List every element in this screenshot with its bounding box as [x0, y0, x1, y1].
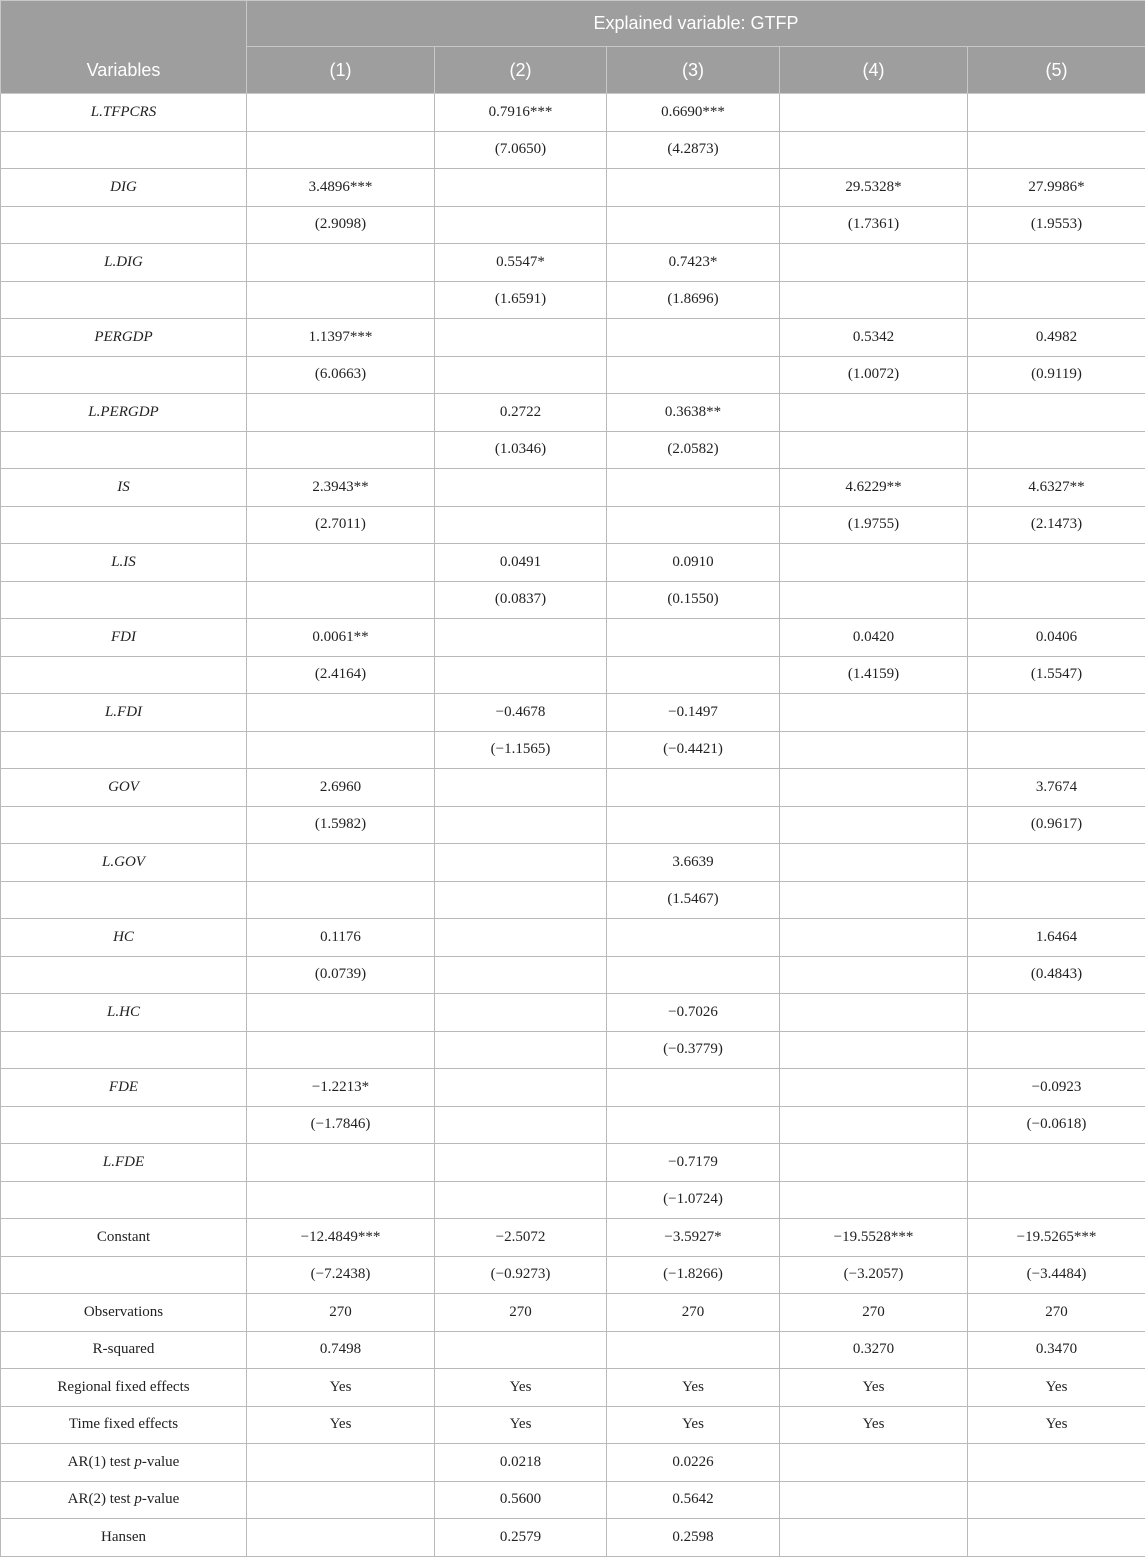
table-cell-col2 [435, 169, 607, 207]
table-cell-col5 [968, 581, 1145, 619]
table-cell-col3: 0.5642 [607, 1481, 780, 1519]
table-cell-col3: 3.6639 [607, 844, 780, 882]
table-cell-col1: 270 [247, 1294, 435, 1332]
row-label [1, 731, 247, 769]
table-row [1, 769, 1145, 807]
table-cell-col3: 0.2598 [607, 1519, 780, 1557]
row-label: IS [1, 469, 247, 507]
table-cell-col4: Yes [780, 1406, 968, 1444]
row-label: Regional fixed effects [1, 1369, 247, 1407]
table-cell-col1 [247, 431, 435, 469]
table-cell-col3: (1.8696) [607, 281, 780, 319]
row-label [1, 356, 247, 394]
table-body [1, 94, 1145, 1557]
row-label: PERGDP [1, 319, 247, 357]
table-cell-col3: (−1.0724) [607, 1181, 780, 1219]
column-header-1: (1) [247, 47, 435, 94]
table-row [1, 169, 1145, 207]
row-label [1, 131, 247, 169]
table-cell-col2 [435, 806, 607, 844]
table-cell-col4 [780, 581, 968, 619]
table-cell-col1: (−1.7846) [247, 1106, 435, 1144]
table-cell-col2: 0.5600 [435, 1481, 607, 1519]
row-label [1, 1444, 247, 1482]
table-cell-col4: 4.6229** [780, 469, 968, 507]
table-cell-col4 [780, 131, 968, 169]
row-label [1, 431, 247, 469]
table-row [1, 844, 1145, 882]
table-cell-col4 [780, 94, 968, 132]
table-cell-col1 [247, 994, 435, 1032]
row-label: L.DIG [1, 244, 247, 282]
table-cell-col4 [780, 806, 968, 844]
table-cell-col1: (1.5982) [247, 806, 435, 844]
table-cell-col5: 0.0406 [968, 619, 1145, 657]
table-row [1, 581, 1145, 619]
table-cell-col1 [247, 1144, 435, 1182]
row-label: L.FDE [1, 1144, 247, 1182]
table-cell-col2: 0.7916*** [435, 94, 607, 132]
table-row [1, 619, 1145, 657]
table-cell-col2: 270 [435, 1294, 607, 1332]
row-label [1, 1106, 247, 1144]
table-cell-col3 [607, 319, 780, 357]
table-cell-col1 [247, 844, 435, 882]
table-cell-col5 [968, 431, 1145, 469]
table-cell-col4 [780, 919, 968, 957]
table-cell-col3 [607, 1331, 780, 1369]
table-cell-col2 [435, 1069, 607, 1107]
table-cell-col1 [247, 244, 435, 282]
table-row [1, 431, 1145, 469]
table-cell-col5: Yes [968, 1406, 1145, 1444]
table-cell-col5: 3.7674 [968, 769, 1145, 807]
table-cell-col1: Yes [247, 1369, 435, 1407]
table-row [1, 356, 1145, 394]
table-cell-col4 [780, 281, 968, 319]
table-cell-col3: (0.1550) [607, 581, 780, 619]
table-cell-col4 [780, 769, 968, 807]
table-row [1, 656, 1145, 694]
table-cell-col5: (0.9119) [968, 356, 1145, 394]
table-cell-col2: 0.5547* [435, 244, 607, 282]
row-label: L.HC [1, 994, 247, 1032]
table-cell-col3 [607, 769, 780, 807]
table-cell-col5: Yes [968, 1369, 1145, 1407]
table-cell-col5 [968, 394, 1145, 432]
table-cell-col5: (−3.4484) [968, 1256, 1145, 1294]
table-header [1, 1, 1145, 94]
table-cell-col2 [435, 506, 607, 544]
table-cell-col2: 0.0218 [435, 1444, 607, 1482]
table-cell-col2: (7.0650) [435, 131, 607, 169]
table-cell-col2 [435, 844, 607, 882]
table-cell-col4: (1.4159) [780, 656, 968, 694]
table-cell-col4: 0.5342 [780, 319, 968, 357]
table-row [1, 956, 1145, 994]
table-cell-col3 [607, 806, 780, 844]
table-cell-col1: 2.3943** [247, 469, 435, 507]
table-cell-col1: 0.0061** [247, 619, 435, 657]
table-cell-col2: (0.0837) [435, 581, 607, 619]
table-cell-col5 [968, 281, 1145, 319]
table-cell-col2 [435, 919, 607, 957]
table-cell-col2: (1.6591) [435, 281, 607, 319]
table-cell-col4: (1.9755) [780, 506, 968, 544]
table-cell-col3: (1.5467) [607, 881, 780, 919]
table-row [1, 1519, 1145, 1557]
table-cell-col5: 1.6464 [968, 919, 1145, 957]
table-cell-col3: 0.7423* [607, 244, 780, 282]
table-cell-col3 [607, 656, 780, 694]
table-cell-col3 [607, 506, 780, 544]
table-cell-col1: −1.2213* [247, 1069, 435, 1107]
table-cell-col4 [780, 1144, 968, 1182]
table-cell-col2: −0.4678 [435, 694, 607, 732]
table-row [1, 881, 1145, 919]
table-cell-col5: (0.9617) [968, 806, 1145, 844]
table-cell-col3: −0.1497 [607, 694, 780, 732]
row-label-italic: p [134, 1491, 142, 1507]
table-cell-col3: −3.5927* [607, 1219, 780, 1257]
table-cell-col5 [968, 731, 1145, 769]
table-cell-col4 [780, 544, 968, 582]
row-label-text: AR(2) test [68, 1491, 135, 1507]
table-cell-col3: 0.0910 [607, 544, 780, 582]
table-cell-col4: (1.0072) [780, 356, 968, 394]
table-row [1, 544, 1145, 582]
table-cell-col4 [780, 1481, 968, 1519]
table-cell-col1 [247, 94, 435, 132]
table-cell-col2 [435, 656, 607, 694]
row-label: L.PERGDP [1, 394, 247, 432]
table-cell-col2: (−1.1565) [435, 731, 607, 769]
explained-variable-header: Explained variable: GTFP [247, 1, 1145, 47]
column-header-3: (3) [607, 47, 780, 94]
table-cell-col5 [968, 1144, 1145, 1182]
table-cell-col2 [435, 881, 607, 919]
row-label [1, 581, 247, 619]
table-cell-col2 [435, 769, 607, 807]
table-cell-col5 [968, 994, 1145, 1032]
table-cell-col1 [247, 1181, 435, 1219]
table-cell-col4 [780, 244, 968, 282]
table-cell-col1: (2.4164) [247, 656, 435, 694]
table-cell-col2 [435, 1144, 607, 1182]
table-cell-col2 [435, 619, 607, 657]
row-label [1, 1256, 247, 1294]
row-label: L.IS [1, 544, 247, 582]
row-label-text: AR(1) test [68, 1454, 135, 1470]
row-label [1, 206, 247, 244]
table-cell-col1 [247, 1031, 435, 1069]
table-row [1, 1406, 1145, 1444]
table-cell-col2: (−0.9273) [435, 1256, 607, 1294]
table-row [1, 1106, 1145, 1144]
table-cell-col4 [780, 956, 968, 994]
table-cell-col5 [968, 544, 1145, 582]
table-cell-col4: 0.0420 [780, 619, 968, 657]
table-cell-col3: (4.2873) [607, 131, 780, 169]
table-cell-col4 [780, 694, 968, 732]
table-row [1, 919, 1145, 957]
table-cell-col1 [247, 394, 435, 432]
row-label [1, 881, 247, 919]
table-cell-col5: (1.9553) [968, 206, 1145, 244]
table-row [1, 131, 1145, 169]
table-cell-col2 [435, 1106, 607, 1144]
table-cell-col1 [247, 1519, 435, 1557]
table-cell-col1: 2.6960 [247, 769, 435, 807]
table-row [1, 1219, 1145, 1257]
table-cell-col2: 0.2579 [435, 1519, 607, 1557]
row-label [1, 281, 247, 319]
table-cell-col4 [780, 394, 968, 432]
row-label: L.GOV [1, 844, 247, 882]
column-header-4: (4) [780, 47, 968, 94]
table-cell-col4 [780, 1444, 968, 1482]
table-cell-col3 [607, 169, 780, 207]
row-label: Time fixed effects [1, 1406, 247, 1444]
table-cell-col3 [607, 956, 780, 994]
table-cell-col1: 3.4896*** [247, 169, 435, 207]
table-cell-col1: (−7.2438) [247, 1256, 435, 1294]
table-cell-col2 [435, 1031, 607, 1069]
row-label [1, 1031, 247, 1069]
table-cell-col3 [607, 1069, 780, 1107]
table-cell-col3: Yes [607, 1369, 780, 1407]
row-label [1, 806, 247, 844]
table-cell-col4 [780, 1106, 968, 1144]
table-cell-col1: (2.9098) [247, 206, 435, 244]
table-cell-col3: (−0.3779) [607, 1031, 780, 1069]
table-cell-col1: −12.4849*** [247, 1219, 435, 1257]
table-cell-col3: (2.0582) [607, 431, 780, 469]
table-cell-col2: Yes [435, 1369, 607, 1407]
table-cell-col4 [780, 731, 968, 769]
row-label [1, 506, 247, 544]
table-row [1, 1294, 1145, 1332]
table-cell-col5 [968, 1444, 1145, 1482]
table-cell-col2 [435, 206, 607, 244]
row-label [1, 956, 247, 994]
table-cell-col4 [780, 431, 968, 469]
table-row [1, 394, 1145, 432]
table-row [1, 1144, 1145, 1182]
table-cell-col4 [780, 881, 968, 919]
table-cell-col1 [247, 1481, 435, 1519]
table-row [1, 506, 1145, 544]
row-label: DIG [1, 169, 247, 207]
table-cell-col3: −0.7179 [607, 1144, 780, 1182]
table-cell-col1 [247, 544, 435, 582]
row-label-tail: -value [142, 1454, 179, 1470]
table-row [1, 1069, 1145, 1107]
table-cell-col3 [607, 919, 780, 957]
table-cell-col2 [435, 469, 607, 507]
column-header-2: (2) [435, 47, 607, 94]
row-label: L.TFPCRS [1, 94, 247, 132]
row-label [1, 1481, 247, 1519]
table-cell-col3: 0.6690*** [607, 94, 780, 132]
table-cell-col1 [247, 281, 435, 319]
table-cell-col4: Yes [780, 1369, 968, 1407]
table-cell-col3: −0.7026 [607, 994, 780, 1032]
table-cell-col5: (0.4843) [968, 956, 1145, 994]
table-cell-col5 [968, 1031, 1145, 1069]
table-row [1, 1444, 1145, 1482]
table-row [1, 1481, 1145, 1519]
table-cell-col5 [968, 1519, 1145, 1557]
table-cell-col3: (−0.4421) [607, 731, 780, 769]
table-row [1, 694, 1145, 732]
table-cell-col1: 0.7498 [247, 1331, 435, 1369]
table-cell-col4 [780, 994, 968, 1032]
table-cell-col3 [607, 619, 780, 657]
table-cell-col2: 0.2722 [435, 394, 607, 432]
table-cell-col5 [968, 131, 1145, 169]
table-cell-col1 [247, 731, 435, 769]
table-cell-col2 [435, 956, 607, 994]
table-cell-col2: 0.0491 [435, 544, 607, 582]
table-row [1, 469, 1145, 507]
table-cell-col1 [247, 131, 435, 169]
table-row [1, 281, 1145, 319]
table-cell-col2: −2.5072 [435, 1219, 607, 1257]
table-cell-col3: 0.3638** [607, 394, 780, 432]
row-label: L.FDI [1, 694, 247, 732]
table-cell-col5: 4.6327** [968, 469, 1145, 507]
table-row [1, 244, 1145, 282]
table-cell-col1: (6.0663) [247, 356, 435, 394]
row-label: GOV [1, 769, 247, 807]
table-cell-col5 [968, 244, 1145, 282]
table-cell-col3 [607, 206, 780, 244]
table-cell-col1: 0.1176 [247, 919, 435, 957]
table-cell-col3: Yes [607, 1406, 780, 1444]
table-cell-col1: (0.0739) [247, 956, 435, 994]
table-row [1, 206, 1145, 244]
table-row [1, 94, 1145, 132]
table-cell-col5: 0.4982 [968, 319, 1145, 357]
table-cell-col5: (1.5547) [968, 656, 1145, 694]
row-label: R-squared [1, 1331, 247, 1369]
row-label: FDI [1, 619, 247, 657]
table-cell-col5 [968, 1481, 1145, 1519]
table-cell-col5: (2.1473) [968, 506, 1145, 544]
table-cell-col3 [607, 1106, 780, 1144]
table-cell-col3: 0.0226 [607, 1444, 780, 1482]
table-cell-col1 [247, 1444, 435, 1482]
table-cell-col4: 29.5328* [780, 169, 968, 207]
table-cell-col1: Yes [247, 1406, 435, 1444]
table-cell-col4 [780, 1519, 968, 1557]
table-row [1, 1331, 1145, 1369]
table-cell-col5: 270 [968, 1294, 1145, 1332]
table-cell-col2: Yes [435, 1406, 607, 1444]
table-cell-col4: (1.7361) [780, 206, 968, 244]
table-cell-col2 [435, 1331, 607, 1369]
table-cell-col3 [607, 356, 780, 394]
table-cell-col5 [968, 94, 1145, 132]
row-label [1, 656, 247, 694]
table-cell-col1 [247, 694, 435, 732]
table-cell-col2: (1.0346) [435, 431, 607, 469]
row-label: Observations [1, 1294, 247, 1332]
table-cell-col4 [780, 844, 968, 882]
table-cell-col5 [968, 844, 1145, 882]
table-cell-col1: 1.1397*** [247, 319, 435, 357]
table-row [1, 731, 1145, 769]
table-row [1, 319, 1145, 357]
table-cell-col4: (−3.2057) [780, 1256, 968, 1294]
table-cell-col4: 270 [780, 1294, 968, 1332]
table-cell-col1: (2.7011) [247, 506, 435, 544]
row-label-tail: -value [142, 1491, 179, 1507]
table-cell-col5: −0.0923 [968, 1069, 1145, 1107]
table-cell-col5 [968, 881, 1145, 919]
table-row [1, 1031, 1145, 1069]
table-cell-col4 [780, 1031, 968, 1069]
table-cell-col5: 0.3470 [968, 1331, 1145, 1369]
table-cell-col4: −19.5528*** [780, 1219, 968, 1257]
table-cell-col3: 270 [607, 1294, 780, 1332]
row-label: HC [1, 919, 247, 957]
table-cell-col5 [968, 1181, 1145, 1219]
column-header-5: (5) [968, 47, 1145, 94]
table-row [1, 806, 1145, 844]
table-cell-col3 [607, 469, 780, 507]
table-cell-col5: −19.5265*** [968, 1219, 1145, 1257]
table-cell-col5: (−0.0618) [968, 1106, 1145, 1144]
table-row [1, 1369, 1145, 1407]
table-cell-col2 [435, 356, 607, 394]
table-cell-col2 [435, 319, 607, 357]
variables-header: Variables [1, 1, 247, 94]
table-cell-col2 [435, 1181, 607, 1219]
table-cell-col2 [435, 994, 607, 1032]
table-cell-col1 [247, 881, 435, 919]
row-label [1, 1181, 247, 1219]
table-cell-col4 [780, 1069, 968, 1107]
table-row [1, 994, 1145, 1032]
row-label: Constant [1, 1219, 247, 1257]
table-cell-col4: 0.3270 [780, 1331, 968, 1369]
table-cell-col5: 27.9986* [968, 169, 1145, 207]
row-label: FDE [1, 1069, 247, 1107]
table-cell-col4 [780, 1181, 968, 1219]
row-label-italic: p [134, 1454, 142, 1470]
row-label: Hansen [1, 1519, 247, 1557]
table-row [1, 1256, 1145, 1294]
table-row [1, 1181, 1145, 1219]
table-cell-col1 [247, 581, 435, 619]
table-cell-col3: (−1.8266) [607, 1256, 780, 1294]
table-cell-col5 [968, 694, 1145, 732]
